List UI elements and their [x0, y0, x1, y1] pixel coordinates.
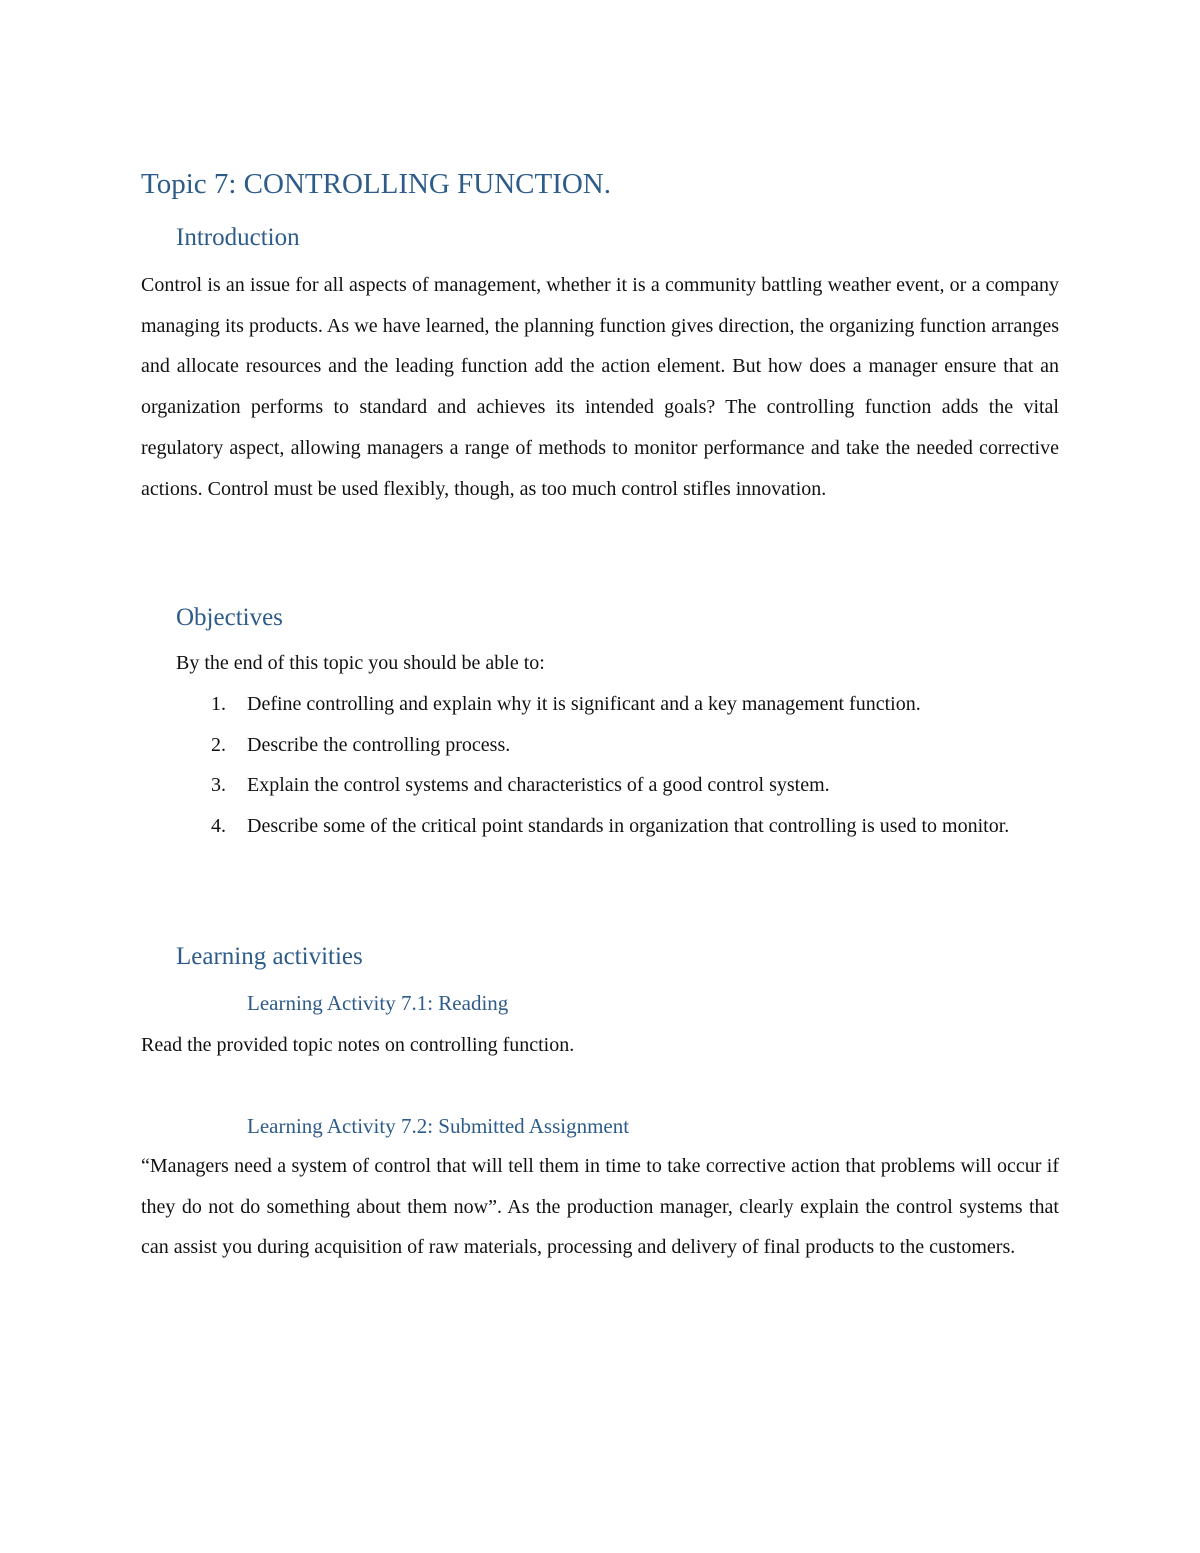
introduction-heading: Introduction	[176, 224, 300, 251]
objective-item	[211, 725, 1047, 766]
objective-text: Define controlling and explain why it is significant and a key management function.	[247, 693, 921, 715]
objective-number: 4.	[211, 814, 226, 837]
objective-item	[211, 806, 1047, 847]
objective-text: Describe the controlling process.	[247, 733, 511, 756]
activity-body-7-2: “Managers need a system of control that will tell them in time to take corrective action that problems will occur if they do not do something about them now”. As the production manager, clearly explain the control systems that can assist you during acquisition of raw materials, processing and delivery of final products to the customers.	[141, 1155, 1059, 1259]
objectives-heading: Objectives	[176, 604, 283, 631]
introduction-paragraph: Control is an issue for all aspects of management, whether it is a community battling weather event, or a company managing its products. As we have learned, the planning function gives direction, the organizing function arranges and allocate resources and the leading function add the action element. But how does a manager ensure that an organization performs to standard and achieves its intended goals? The controlling function adds the vital regulatory aspect, allowing managers a range of methods to monitor performance and take the needed corrective actions. Control must be used flexibly, though, as too much control stifles innovation.	[141, 274, 1059, 500]
activity-heading-7-1: Learning Activity 7.1: Reading	[247, 991, 509, 1015]
objective-number: 2.	[211, 733, 226, 756]
objectives-lead-in: By the end of this topic you should be able to:	[176, 652, 545, 674]
objective-number: 3.	[211, 774, 226, 796]
objective-item	[211, 684, 1047, 725]
objective-text: Describe some of the critical point standards in organization that controlling is used to monitor.	[247, 814, 1010, 837]
learning-activities-heading: Learning activities	[176, 943, 363, 970]
activity-body-7-1: Read the provided topic notes on controlling function.	[141, 1034, 575, 1056]
objective-number: 1.	[211, 693, 226, 715]
topic-title: Topic 7: CONTROLLING FUNCTION.	[141, 168, 611, 200]
objectives-list	[211, 684, 1047, 846]
objective-item	[211, 765, 1047, 806]
activity-heading-7-2: Learning Activity 7.2: Submitted Assignment	[247, 1114, 630, 1138]
objective-text: Explain the control systems and characteristics of a good control system.	[247, 774, 830, 796]
